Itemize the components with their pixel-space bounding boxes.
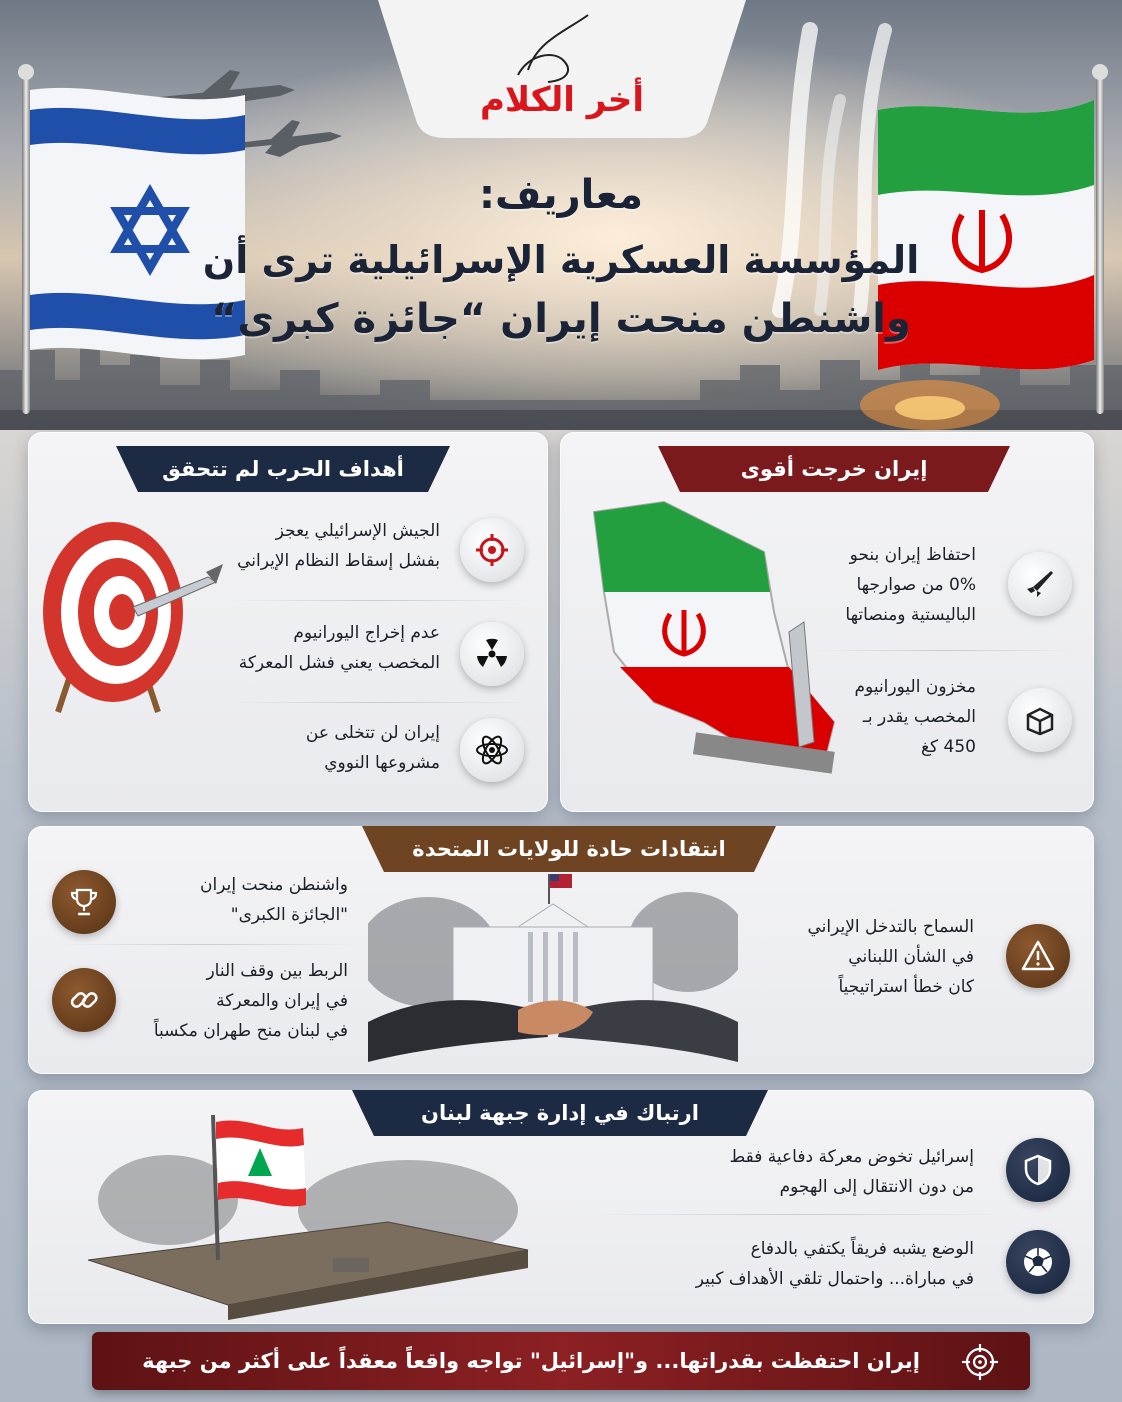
radiation-icon-circle xyxy=(460,622,524,686)
crosshair-icon xyxy=(474,532,510,568)
atom-icon-circle xyxy=(460,718,524,782)
target-icon xyxy=(960,1342,1000,1382)
lebanon-front-title: ارتباك في إدارة جبهة لبنان xyxy=(374,1090,746,1136)
divider xyxy=(228,702,528,703)
lebanon-front-item-1: إسرائيل تخوض معركة دفاعية فقط من دون الانتقال إلى الهجوم xyxy=(729,1147,974,1197)
atom-icon xyxy=(473,731,511,769)
war-goals-item-3: إيران لن تتخلى عن مشروعها النووي xyxy=(305,723,440,773)
iran-stronger-title: إيران خرجت أقوى xyxy=(680,446,988,492)
headline-line-3: واشنطن منحت إيران “جائزة كبرى“ xyxy=(211,296,911,342)
warning-icon xyxy=(1020,938,1056,974)
footer-banner xyxy=(92,1332,1030,1390)
missile-icon xyxy=(1023,567,1057,601)
hero-banner xyxy=(0,0,1122,430)
us-criticism-card xyxy=(28,826,1094,1074)
headline-line-1: معاريف: xyxy=(478,172,644,218)
radiation-icon xyxy=(474,636,510,672)
white-house-handshake-image xyxy=(368,872,738,1072)
divider xyxy=(588,1214,1008,1215)
us-criticism-left-item-2: الربط بين وقف النار في إيران والمعركة في لبنان منح طهران مكسباً xyxy=(153,961,348,1041)
shield-icon-circle xyxy=(1006,1138,1070,1202)
war-goals-title: أهداف الحرب لم تتحقق xyxy=(138,446,428,492)
us-criticism-right-item: السماح بالتدخل الإيراني في الشأن اللبناني كان خطأ استراتيجياً xyxy=(807,917,974,997)
soccer-ball-icon xyxy=(1020,1244,1056,1280)
lebanon-front-item-2: الوضع يشبه فريقاً يكتفي بالدفاع في مباراة... واحتمال تلقي الأهداف كبير xyxy=(695,1239,974,1289)
war-goals-item-1: الجيش الإسرائيلي يعجز بفشل إسقاط النظام الإيراني xyxy=(237,521,440,571)
war-goals-item-2: عدم إخراج اليورانيوم المخصب يعني فشل المعركة xyxy=(238,623,440,673)
uranium-container-icon-circle xyxy=(1008,688,1072,752)
iran-stronger-item-1: احتفاظ إيران بنحو 0%‏ من صوارجها الباليستية ومنصاتها xyxy=(845,545,976,625)
lebanon-flag-battlefield-image xyxy=(88,1110,538,1320)
warning-icon-circle xyxy=(1006,924,1070,988)
us-criticism-left-item-1: واشنطن منحت إيران "الجائزة الكبرى" xyxy=(200,875,348,925)
divider xyxy=(810,650,1080,651)
crosshair-icon-circle xyxy=(460,518,524,582)
shield-icon xyxy=(1021,1153,1055,1187)
headline-line-2: المؤسسة العسكرية الإسرائيلية ترى أن xyxy=(202,238,920,282)
divider xyxy=(228,600,528,601)
missile-icon-circle xyxy=(1008,552,1072,616)
soccer-ball-icon-circle xyxy=(1006,1230,1070,1294)
divider xyxy=(58,944,358,945)
us-criticism-title: انتقادات حادة للولايات المتحدة xyxy=(384,826,754,872)
iran-stronger-card xyxy=(560,432,1094,812)
uranium-container-icon xyxy=(1023,703,1057,737)
war-goals-card xyxy=(28,432,548,812)
iran-stronger-item-2: مخزون اليورانيوم المخصب يقدر بـ 450 كغ xyxy=(854,677,976,757)
lebanon-front-card xyxy=(28,1090,1094,1324)
brand-logo: أخر الكلام xyxy=(479,80,645,120)
footer-text: إيران احتفظت بقدراتها... و"إسرائيل" تواجه واقعاً معقداً على أكثر من جبهة xyxy=(142,1349,920,1373)
